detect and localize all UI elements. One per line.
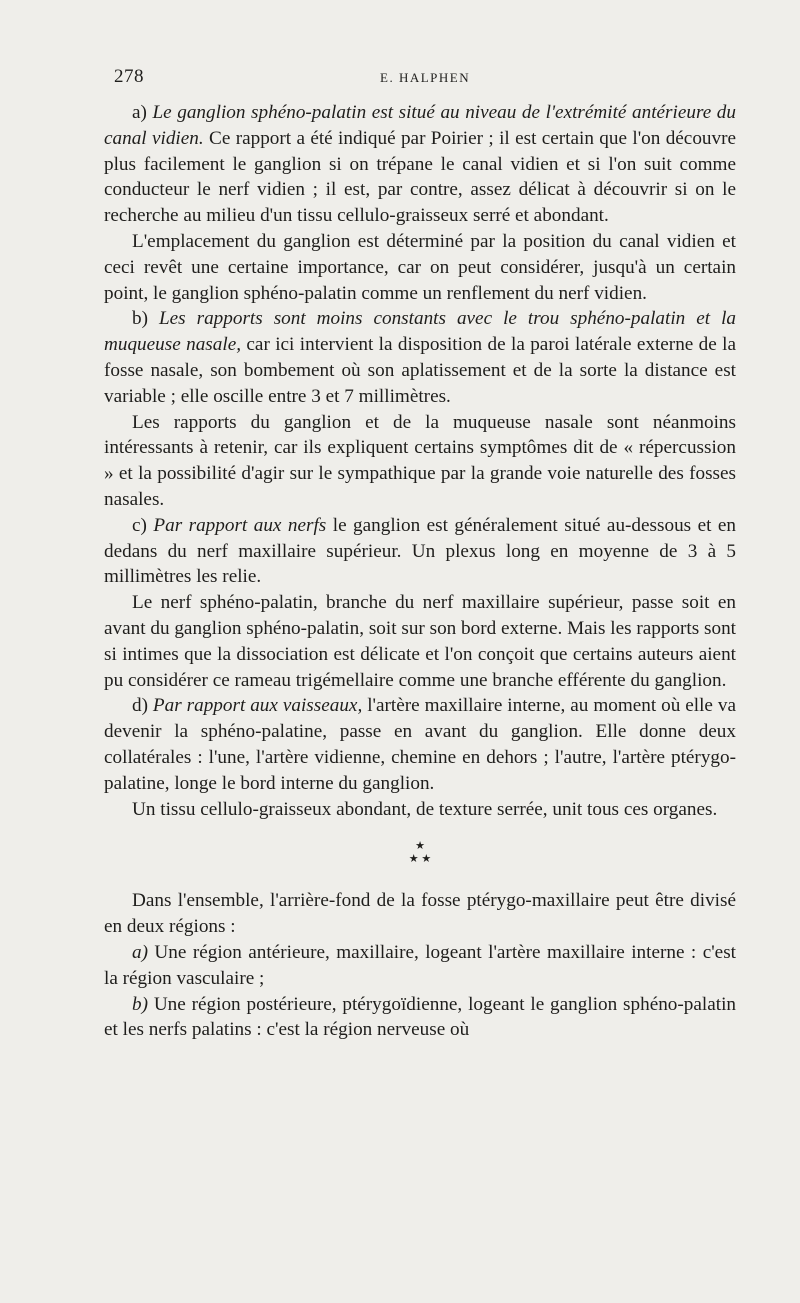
paragraph-a bbox=[104, 100, 736, 229]
running-head: E. HALPHEN bbox=[380, 70, 471, 85]
list-label: a) bbox=[132, 941, 148, 963]
paragraph-text: Le nerf sphéno-palatin, branche du nerf maxillaire supérieur, passe soit en avant du ganglion sphéno-palatin, soit sur son bord externe. Mais les rapports sont si intimes que la dissociation est délicate et l'on conçoit que certains auteurs aient pu considérer ce rameau trigémellaire comme une branche efférente du ganglion. bbox=[104, 592, 737, 691]
list-item-a bbox=[104, 940, 736, 992]
list-label: b) bbox=[132, 993, 148, 1015]
paragraph-text: l'artère maxillaire interne, au moment où elle va devenir la sphéno-palatine, passe en avant du ganglion. Elle donne deux collatérales : l'une, l'artère vidienne, chemine en dehors ; l'autre, l'artère ptérygo-palatine, longe le bord interne du ganglion. bbox=[104, 695, 736, 794]
list-label: a) bbox=[132, 102, 147, 123]
list-label: c) bbox=[132, 514, 147, 536]
star-icon: ★ ★ bbox=[408, 853, 432, 866]
paragraph-text: Une région antérieure, maxillaire, logeant l'artère maxillaire interne : c'est la région vasculaire ; bbox=[104, 941, 736, 989]
paragraph-c bbox=[104, 513, 736, 590]
paragraph-text: Ce rapport a été indiqué par Poirier ; il est certain que l'on découvre plus facilement le ganglion si on trépane le canal vidien et si l'on suit comme conducteur le nerf vidien ; il est, par contre, assez délicat à découvrir si on le recherche au milieu d'un tissu cellulo-graisseux serré et abondant. bbox=[104, 127, 737, 227]
paragraph-text: Dans l'ensemble, l'arrière-fond de la fosse ptérygo-maxillaire peut être divisé en deux régions : bbox=[104, 890, 736, 938]
paragraph-text: L'emplacement du ganglion est déterminé par la position du canal vidien et ceci revêt une certaine importance, car on peut considérer, jusqu'à un certain point, le ganglion sphéno-palatin comme un renflement du nerf vidien. bbox=[104, 230, 736, 304]
paragraph-text: le ganglion est généralement situé au-dessous et en dedans du nerf maxillaire supérieur. Un plexus long en moyenne de 3 à 5 millimètres les relie. bbox=[104, 514, 737, 588]
section-ornament bbox=[104, 840, 736, 866]
paragraph bbox=[104, 590, 736, 693]
list-item-b bbox=[104, 992, 736, 1044]
star-icon: ★ bbox=[415, 840, 425, 853]
paragraph-text: Un tissu cellulo-graisseux abondant, de texture serrée, unit tous ces organes. bbox=[132, 798, 718, 820]
paragraph-d bbox=[104, 693, 736, 796]
paragraph bbox=[104, 410, 736, 513]
paragraph-text: Une région postérieure, ptérygoïdienne, logeant le ganglion sphéno-palatin et les nerfs palatins : c'est la région nerveuse où bbox=[104, 993, 737, 1041]
page-number: 278 bbox=[114, 66, 144, 87]
body-text bbox=[104, 100, 736, 1043]
list-label: d) bbox=[132, 695, 148, 717]
paragraph bbox=[104, 229, 736, 306]
paragraph bbox=[104, 888, 736, 940]
page-header bbox=[114, 66, 734, 94]
italic-lead: Les rapports sont moins constants avec le trou sphéno-palatin et la muqueuse nasale, bbox=[104, 308, 736, 356]
italic-lead: Le ganglion sphéno-palatin est situé au niveau de l'extrémité antérieure du canal vidien. bbox=[104, 102, 736, 149]
paragraph-text: car ici intervient la disposition de la paroi latérale externe de la fosse nasale, son bombement où son aplatissement et de la sorte la distance est variable ; elle oscille entre 3 et 7 millimètres. bbox=[104, 334, 737, 407]
paragraph-text: Les rapports du ganglion et de la muqueuse nasale sont néanmoins intéressants à retenir, car ils expliquent certains symptômes dit de « répercussion » et la possibilité d'agir sur le sympathique par la grande voie naturelle des fosses nasales. bbox=[104, 411, 736, 510]
paragraph bbox=[104, 797, 736, 823]
list-label: b) bbox=[132, 308, 148, 330]
italic-lead: Par rapport aux vaisseaux, bbox=[152, 695, 363, 717]
italic-lead: Par rapport aux nerfs bbox=[153, 514, 327, 536]
paragraph-b bbox=[104, 306, 736, 409]
